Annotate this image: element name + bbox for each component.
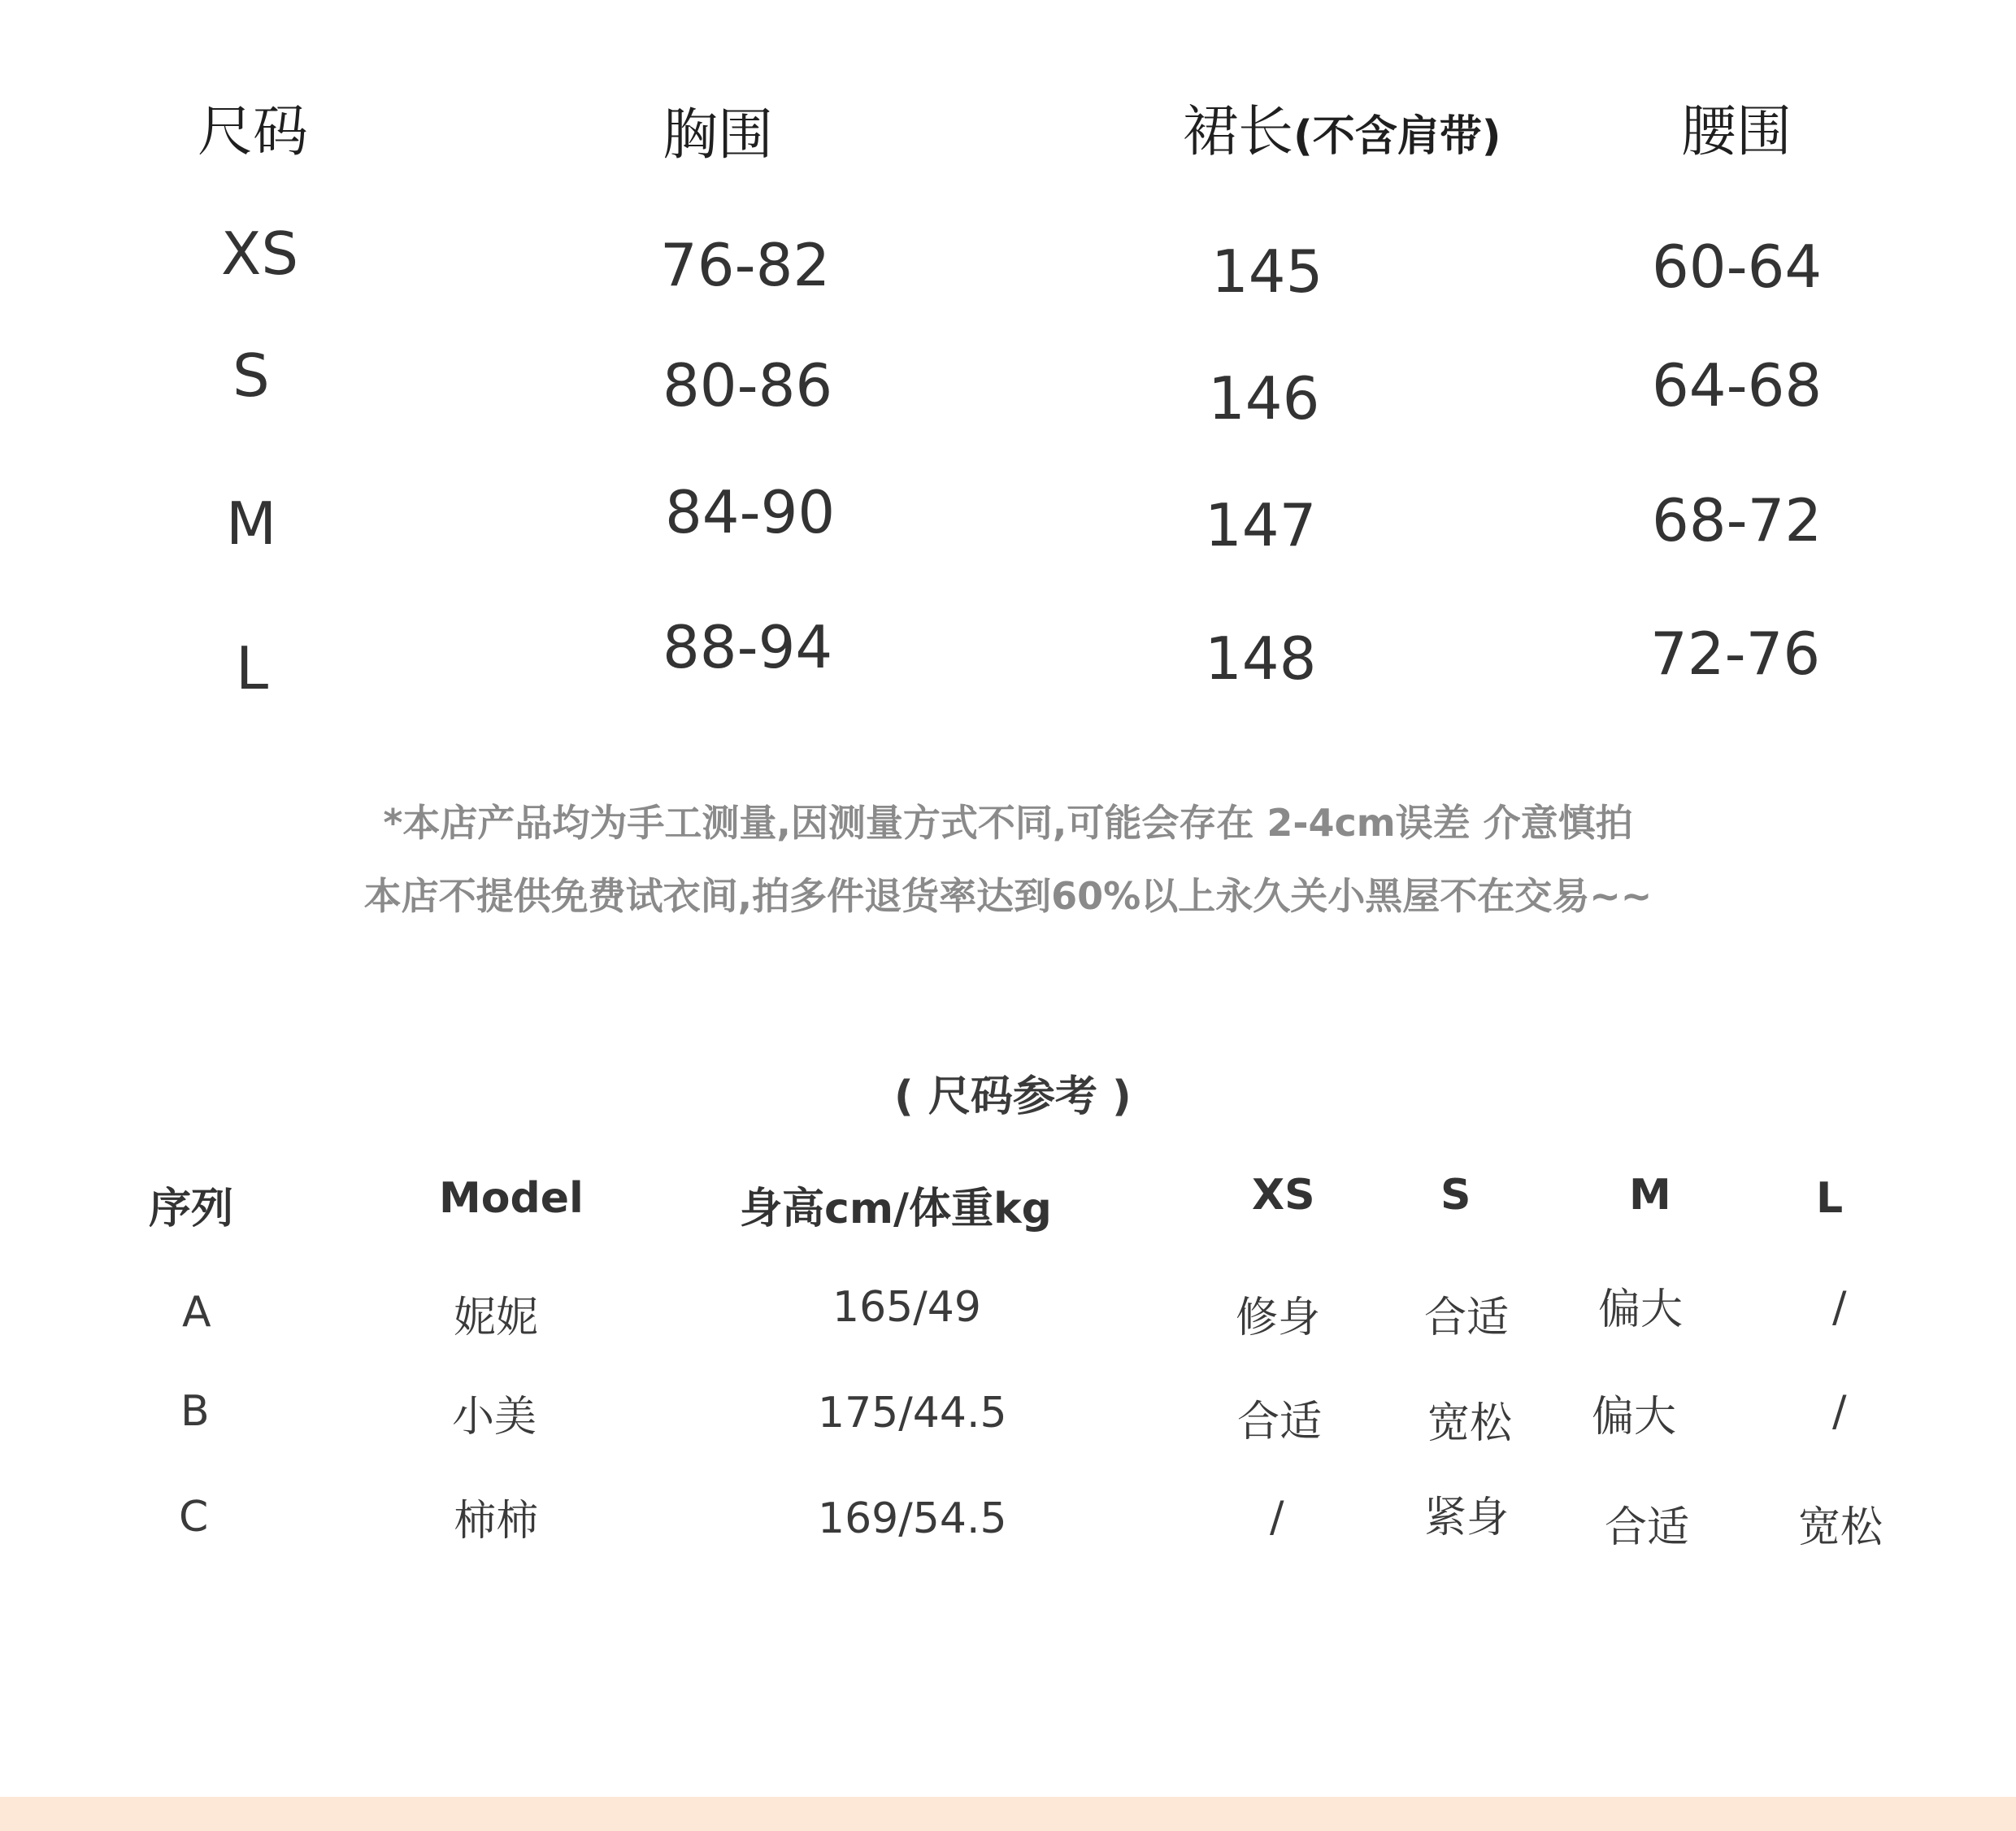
ref-m-cell: 偏大 <box>1598 1285 1684 1334</box>
bust-cell: 80-86 <box>663 351 833 420</box>
ref-m-cell: 偏大 <box>1592 1393 1677 1442</box>
ref-xs-cell: 合适 <box>1237 1398 1323 1446</box>
ref-hw-cell: 175/44.5 <box>818 1389 1007 1437</box>
note-returns: 本店不提供免费试衣间,拍多件退货率达到60%以上永久关小黑屋不在交易~~ <box>363 874 1653 918</box>
length-cell: 145 <box>1211 237 1323 306</box>
ref-xs-cell: / <box>1270 1493 1284 1542</box>
ref-xs-cell: 修身 <box>1236 1294 1321 1342</box>
size-cell: S <box>232 341 270 410</box>
ref-header-seq: 序列 <box>149 1185 234 1233</box>
bust-cell: 84-90 <box>665 478 836 546</box>
ref-hw-cell: 169/54.5 <box>818 1494 1007 1543</box>
header-length-note: (不含肩带) <box>1293 112 1501 161</box>
header-size: 尺码 <box>198 100 309 164</box>
bust-cell: 76-82 <box>660 231 831 299</box>
ref-header-height-weight: 身高cm/体重kg <box>740 1185 1052 1233</box>
header-length: 裙长 <box>1183 100 1294 164</box>
header-length-group <box>1183 88 1501 167</box>
ref-l-cell: / <box>1832 1387 1847 1436</box>
ref-header-l: L <box>1816 1174 1844 1223</box>
waist-cell: 64-68 <box>1652 351 1823 420</box>
ref-l-cell: 宽松 <box>1798 1503 1883 1552</box>
bust-cell: 88-94 <box>663 613 833 681</box>
ref-model-cell: 小美 <box>452 1393 537 1442</box>
size-cell: XS <box>221 220 299 288</box>
header-bust: 胸围 <box>663 103 774 167</box>
ref-header-model: Model <box>439 1174 584 1223</box>
ref-header-xs: XS <box>1252 1171 1315 1220</box>
ref-model-cell: 柿柿 <box>454 1497 539 1546</box>
footer-band <box>0 1797 2016 1831</box>
ref-hw-cell: 165/49 <box>832 1283 981 1332</box>
ref-s-cell: 合适 <box>1424 1294 1510 1342</box>
ref-header-m: M <box>1629 1171 1671 1220</box>
length-cell: 148 <box>1205 624 1317 693</box>
size-cell: L <box>236 634 269 702</box>
ref-m-cell: 合适 <box>1605 1503 1690 1552</box>
ref-seq-cell: A <box>182 1288 211 1337</box>
ref-model-cell: 妮妮 <box>454 1294 539 1342</box>
ref-seq-cell: C <box>179 1493 209 1542</box>
ref-header-s: S <box>1440 1171 1471 1220</box>
ref-seq-cell: B <box>180 1387 210 1436</box>
waist-cell: 60-64 <box>1652 233 1823 301</box>
reference-title: ( 尺码参考 ) <box>894 1072 1132 1121</box>
length-cell: 146 <box>1208 364 1320 433</box>
size-cell: M <box>226 489 277 558</box>
ref-s-cell: 紧身 <box>1424 1494 1510 1542</box>
ref-l-cell: / <box>1832 1283 1847 1332</box>
note-measurement: *本店产品均为手工测量,因测量方式不同,可能会存在 2-4cm误差 介意慎拍 <box>383 801 1633 845</box>
waist-cell: 72-76 <box>1650 620 1821 688</box>
ref-s-cell: 宽松 <box>1427 1399 1513 1448</box>
header-waist: 腰围 <box>1681 100 1792 164</box>
length-cell: 147 <box>1205 491 1317 559</box>
waist-cell: 68-72 <box>1652 486 1823 555</box>
